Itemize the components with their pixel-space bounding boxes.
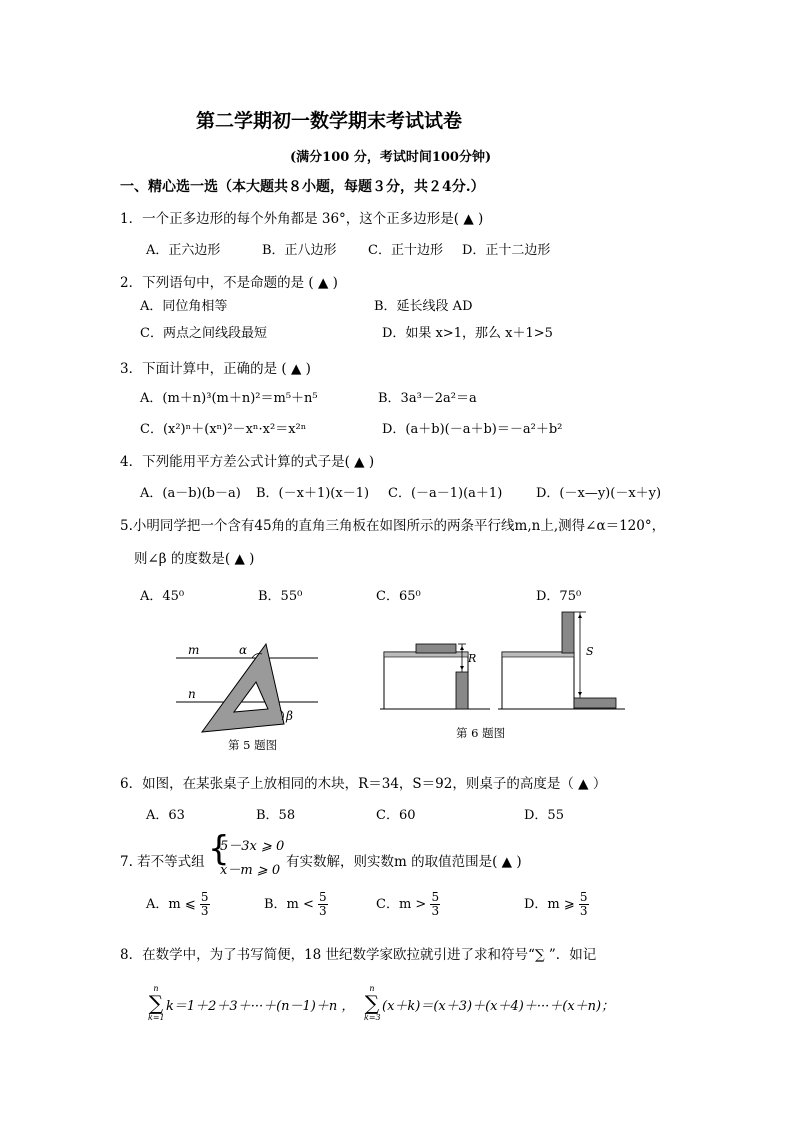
q6-option-d: D．55 xyxy=(524,808,564,823)
q8-stem: 8．在数学中，为了书写简便，18 世纪数学家欧拉就引进了求和符号“∑ ”．如记 xyxy=(120,947,597,963)
q2-option-a: A．同位角相等 xyxy=(140,299,228,314)
label-alpha: α xyxy=(239,643,248,657)
q7-option-d: D．m ⩾ $\frac{5}{3}$ xyxy=(524,890,588,919)
table-left xyxy=(384,652,468,709)
block-on-table-right xyxy=(562,612,574,653)
page-subtitle: (满分100 分，考试时间100分钟) xyxy=(290,150,492,165)
q5-option-b: B．55⁰ xyxy=(258,589,303,604)
q7-brace: { xyxy=(208,829,230,869)
q4-option-a: A．(a－b)(b－a) xyxy=(140,486,241,501)
figure-5-diagram xyxy=(172,630,322,740)
sum2-symbol: n ∑ k=3 xyxy=(364,984,381,1022)
q2-option-d: D．如果 x>1，那么 x＋1>5 xyxy=(382,326,553,341)
q5-option-d: D．75⁰ xyxy=(536,589,582,604)
triangle-ruler xyxy=(202,644,284,732)
q6-option-a: A．63 xyxy=(146,808,185,823)
q7-option-c: C．m > $\frac{5}{3}$ xyxy=(376,890,440,919)
label-m: m xyxy=(188,643,200,657)
q3-option-d: D．(a＋b)(－a＋b)＝－a²＋b² xyxy=(382,422,563,437)
q1-option-b: B．正八边形 xyxy=(262,243,337,258)
table-right xyxy=(502,652,574,709)
q4-option-d: D．(－x—y)(－x＋y) xyxy=(536,486,662,501)
label-beta: β xyxy=(286,709,293,723)
sum2-expression: (x＋k)＝(x＋3)＋(x＋4)＋···＋(x＋n)； xyxy=(382,999,615,1014)
figure-6-diagram xyxy=(380,608,625,713)
q1-option-d: D．正十二边形 xyxy=(462,243,551,258)
q4-option-c: C．(－a－1)(a＋1) xyxy=(388,486,503,501)
block-standing-left xyxy=(456,672,468,709)
sum1-expression: k＝1＋2＋3＋···＋(n－1)＋n ， xyxy=(166,999,355,1014)
q2-stem: 2．下列语句中，不是命题的是 ( ▲ ) xyxy=(120,275,338,291)
q1-option-a: A．正六边形 xyxy=(146,243,221,258)
q7-suffix: 有实数解，则实数m 的取值范围是( ▲ ) xyxy=(286,854,522,870)
q7-option-a: A．m ⩽ $\frac{5}{3}$ xyxy=(146,890,209,919)
q5-stem: 5.小明同学把一个含有45角的直角三角板在如图所示的两条平行线m,n上,测得∠α＝120°， xyxy=(120,518,666,534)
q4-stem: 4．下列能用平方差公式计算的式子是( ▲ ) xyxy=(120,454,375,470)
q2-option-b: B．延长线段 AD xyxy=(374,299,473,314)
q1-option-c: C．正十边形 xyxy=(368,243,443,258)
q2-option-c: C．两点之间线段最短 xyxy=(140,326,267,341)
q3-option-a: A．(m＋n)³(m＋n)²＝m⁵＋n⁵ xyxy=(140,391,318,406)
sum1-symbol: n ∑ k=1 xyxy=(148,984,165,1022)
q5-option-c: C．65⁰ xyxy=(376,589,421,604)
q1-stem: 1．一个正多边形的每个外角都是 36°，这个正多边形是( ▲ ) xyxy=(120,211,484,227)
q6-option-b: B．58 xyxy=(256,808,296,823)
q6-option-c: C．60 xyxy=(376,808,416,823)
page-title: 第二学期初一数学期末考试试卷 xyxy=(196,110,463,132)
label-s: S xyxy=(586,645,594,658)
q3-option-b: B．3a³－2a²＝a xyxy=(378,391,477,406)
block-lying-right xyxy=(574,698,616,708)
figure-5-caption: 第 5 题图 xyxy=(228,738,278,752)
q7-inequality-2: x－m ⩾ 0 xyxy=(220,863,281,878)
block-on-table-left xyxy=(416,644,456,653)
q6-stem: 6．如图，在某张桌子上放相同的木块，R＝34，S＝92，则桌子的高度是（ ▲ ） xyxy=(120,776,607,792)
q4-option-b: B．(－x＋1)(x－1) xyxy=(256,486,370,501)
q5-option-a: A．45⁰ xyxy=(140,589,185,604)
q7-inequality-1: 5－3x ⩾ 0 xyxy=(220,839,285,854)
label-n: n xyxy=(188,687,196,701)
figure-6-caption: 第 6 题图 xyxy=(456,726,506,740)
q3-stem: 3．下面计算中，正确的是 ( ▲ ) xyxy=(120,361,311,377)
q3-option-c: C．(x²)ⁿ＋(xⁿ)²－xⁿ·x²＝x²ⁿ xyxy=(140,422,307,437)
q5-stem-continued: 则∠β 的度数是( ▲ ) xyxy=(134,551,255,567)
q7-option-b: B．m < $\frac{5}{3}$ xyxy=(264,890,327,919)
label-r: R xyxy=(468,652,477,665)
section-heading: 一、精心选一选（本大题共８小题，每题３分，共２4分.） xyxy=(120,179,485,195)
q7-prefix: 7. 若不等式组 xyxy=(120,854,205,870)
